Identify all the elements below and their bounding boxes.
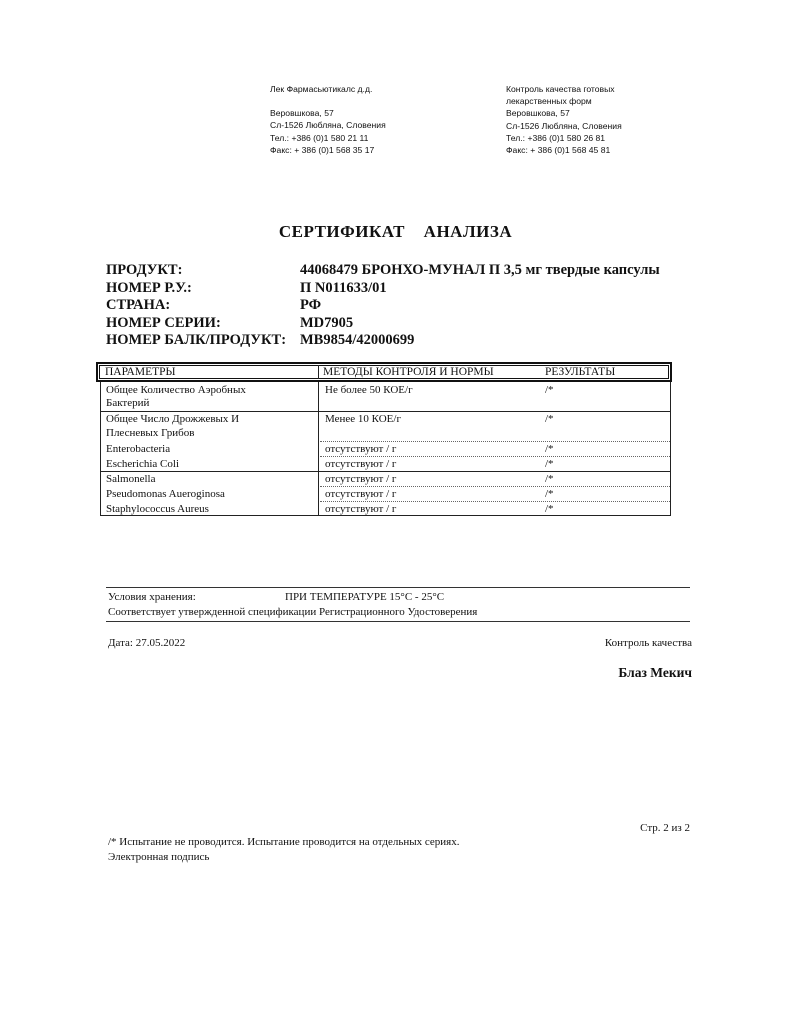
header-params: ПАРАМЕТРЫ [105,366,176,378]
issue-date: Дата: 27.05.2022 [108,637,186,649]
signatory-name: Блаз Мекич [618,665,692,680]
result-cell: /* [545,413,554,425]
result-cell: /* [545,503,554,515]
company-street: Веровшкова, 57 [270,108,334,119]
info-value: П N011633/01 [300,279,387,296]
result-cell: /* [545,384,554,396]
header-methods: МЕТОДЫ КОНТРОЛЯ И НОРМЫ [323,366,494,378]
param-cell: Salmonella [106,473,156,485]
param-cell-cont: Бактерий [106,397,150,409]
result-cell: /* [545,488,554,500]
param-cell: Enterobacteria [106,443,171,455]
storage-value: ПРИ ТЕМПЕРАТУРЕ 15°C - 25°C [285,591,445,603]
param-cell: Общее Число Дрожжевых И [106,413,240,425]
method-cell: отсутствуют / г [325,458,397,470]
company-fax: Факс: + 386 (0)1 568 35 17 [270,144,375,155]
param-cell-cont: Плесневых Грибов [106,427,195,439]
electronic-signature-note: Электронная подпись [108,851,210,863]
dept-name-line1: Контроль качества готовых [506,84,615,94]
info-label: НОМЕР Р.У.: [106,279,192,296]
info-label: ПРОДУКТ: [106,262,183,278]
storage-top-rule [106,587,690,588]
document-title: СЕРТИФИКАТ АНАЛИЗА [278,222,513,241]
info-value: MB9854/42000699 [300,332,415,349]
storage-bottom-rule [106,621,690,622]
dept-name-line2: лекарственных форм [506,96,592,107]
qc-label: Контроль качества [604,637,692,649]
table-right-border [670,382,671,516]
header-results: РЕЗУЛЬТАТЫ [545,366,616,378]
method-cell: Менее 10 КОЕ/г [325,413,401,425]
result-cell: /* [545,473,554,485]
table-row-separator [100,471,671,472]
dept-city: Сл-1526 Любляна, Словения [506,120,622,131]
method-cell: отсутствуют / г [325,503,397,515]
info-value: РФ [300,297,322,314]
table-left-border [100,382,101,516]
dept-fax: Факс: + 386 (0)1 568 45 81 [506,145,611,156]
dept-phone: Тел.: +386 (0)1 580 26 81 [506,132,606,143]
table-dotted-separator [320,456,670,457]
result-cell: /* [545,443,554,455]
qc-department-address [506,83,622,156]
company-city: Сл-1526 Любляна, Словения [270,120,386,131]
param-cell: Общее Количество Аэробных [106,384,246,396]
method-cell: отсутствуют / г [325,473,397,485]
sender-address [270,83,386,156]
table-dotted-separator [320,501,670,502]
company-phone: Тел.: +386 (0)1 580 21 11 [270,132,369,143]
footnote: /* Испытание не проводится. Испытание проводится на отдельных сериях. [108,836,460,848]
table-dotted-separator [320,486,670,487]
header-divider [318,365,319,379]
param-cell: Escherichia Coli [106,458,180,470]
info-label: НОМЕР БАЛК/ПРОДУКТ: [106,332,287,349]
company-name: Лек Фармасьютикалс д.д. [270,84,373,94]
method-cell: отсутствуют / г [325,443,397,455]
result-cell: /* [545,458,554,470]
info-value: MD7905 [300,314,354,331]
info-label: НОМЕР СЕРИИ: [106,314,221,331]
method-cell: отсутствуют / г [325,488,397,500]
dept-street: Веровшкова, 57 [506,108,570,119]
table-row-separator [100,411,671,412]
page-number: Стр. 2 из 2 [640,822,690,834]
table-col-divider [318,382,319,516]
info-value: 44068479 БРОНХО-МУНАЛ П 3,5 мг твердые капсулы [300,262,660,278]
param-cell: Pseudomonas Aueroginosa [106,488,225,500]
compliance-statement: Соответствует утвержденной спецификации Регистрационного Удостоверения [108,606,478,618]
method-cell: Не более 50 КОЕ/г [325,384,413,396]
info-label: СТРАНА: [106,297,171,314]
table-dotted-separator [320,441,670,442]
param-cell: Staphylococcus Aureus [106,503,209,515]
storage-label: Условия хранения: [108,591,196,603]
